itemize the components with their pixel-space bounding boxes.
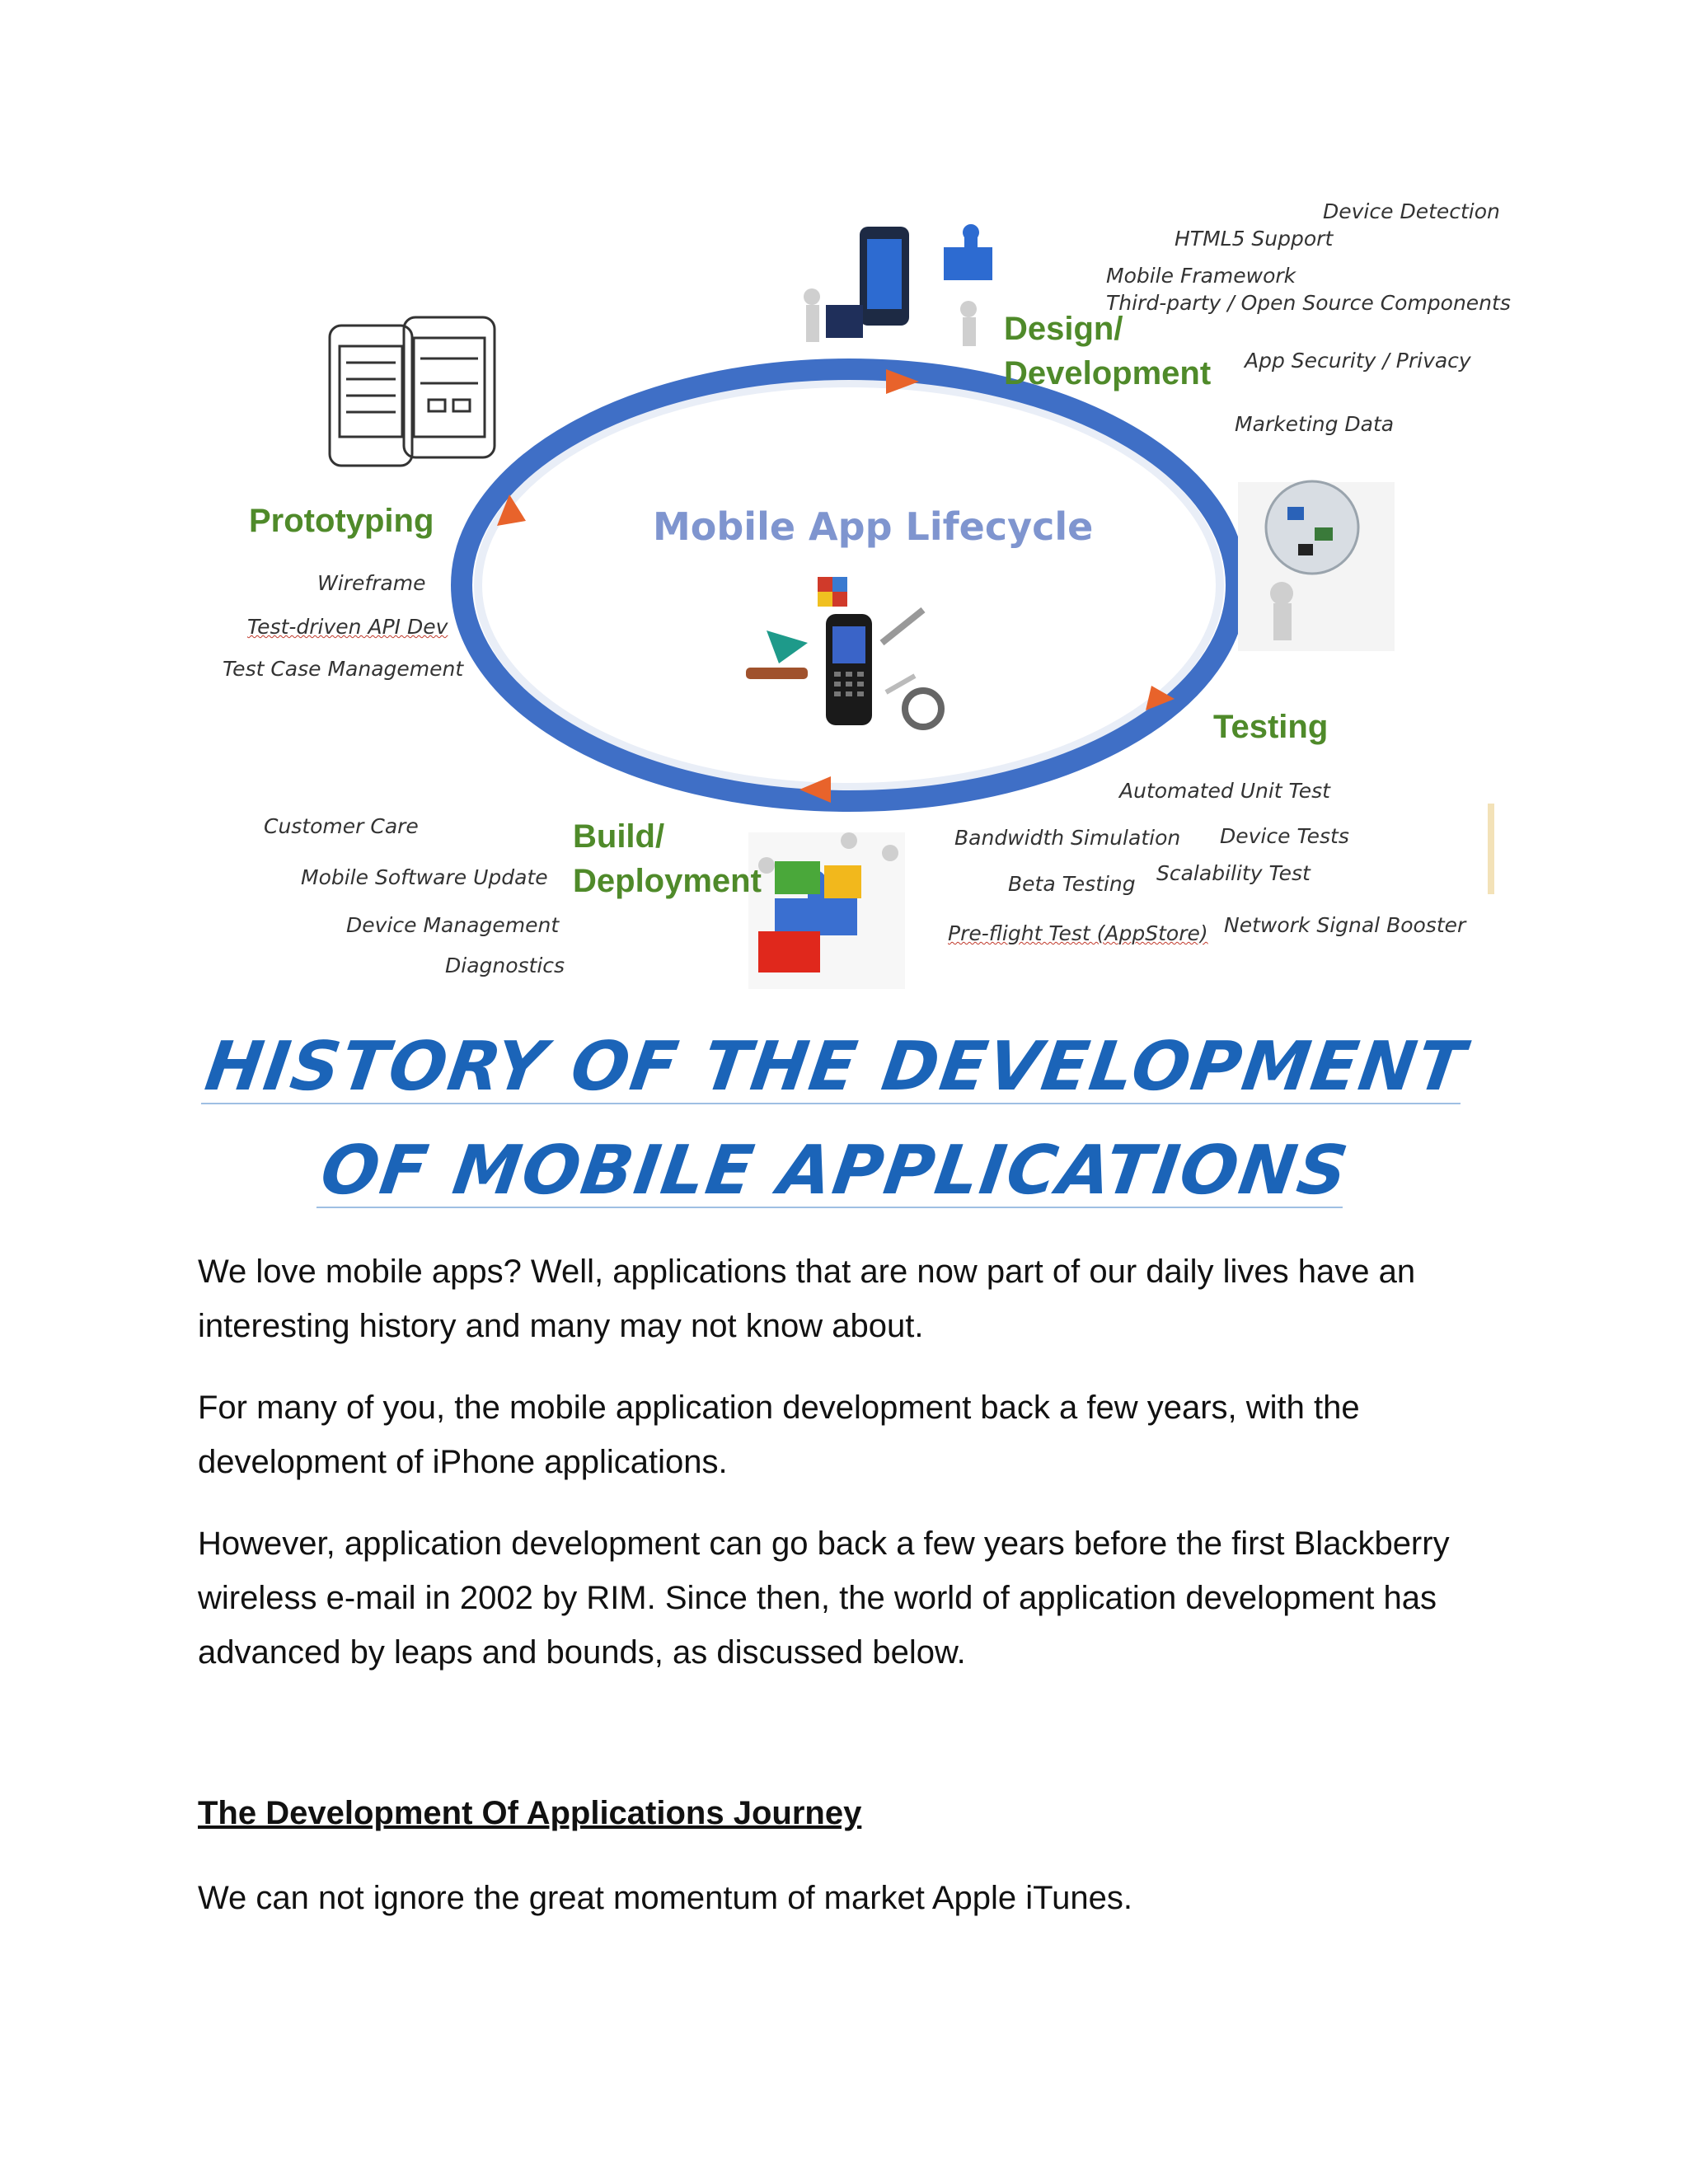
annotation-mobile-software-update: Mobile Software Update	[301, 865, 548, 889]
ring-inner-glow	[478, 383, 1220, 787]
annotation-device-detection: Device Detection	[1323, 199, 1500, 223]
phase-design-line2: Development	[1004, 355, 1212, 391]
annotation-html5-support: HTML5 Support	[1175, 227, 1334, 251]
phase-testing-label: Testing	[1213, 709, 1329, 745]
paragraph-3: However, application development can go back a few years before the first Blackberry wireless e-mail in 2002 by RIM. Since then, the world of application development has advanced by leaps and bounds, as discussed below.	[198, 1526, 1450, 1671]
wireframe-sketch-icon	[330, 317, 495, 466]
phase-build-line1: Build/	[573, 818, 665, 855]
annotation-app-security: App Security / Privacy	[1245, 349, 1471, 373]
phase-design-line1: Design/	[1004, 311, 1123, 347]
puzzle-team-icon	[748, 832, 905, 989]
annotation-device-tests: Device Tests	[1220, 824, 1349, 848]
article-title-line1: HISTORY OF THE DEVELOPMENT	[200, 1028, 1471, 1106]
mobile-app-lifecycle-diagram	[198, 181, 1511, 989]
annotation-bandwidth-simulation: Bandwidth Simulation	[954, 826, 1181, 850]
edge-mark	[1488, 804, 1494, 894]
annotation-pre-flight-test-text: Pre-flight Test (AppStore)	[948, 921, 1208, 945]
annotation-customer-care: Customer Care	[264, 814, 419, 838]
annotation-test-driven-api-text: Test-driven API Dev	[247, 615, 448, 639]
paragraph-2: For many of you, the mobile application development back a few years, with the development of iPhone applications.	[198, 1390, 1360, 1480]
puzzle-figures-icon	[804, 224, 992, 346]
annotation-device-management: Device Management	[346, 913, 560, 937]
paragraph-1: We love mobile apps? Well, applications that are now part of our daily lives have an interesting history and many may not know about.	[198, 1254, 1416, 1344]
phase-build-line2: Deployment	[573, 863, 762, 899]
phase-prototyping-label: Prototyping	[249, 503, 434, 539]
section-paragraph: We can not ignore the great momentum of market Apple iTunes.	[198, 1880, 1132, 1916]
phase-design-label	[1004, 307, 1211, 396]
article-title-line2: OF MOBILE APPLICATIONS	[316, 1132, 1354, 1210]
section-heading: The Development Of Applications Journey	[198, 1795, 862, 1831]
lifecycle-center-title: Mobile App Lifecycle	[653, 504, 1094, 549]
annotation-wireframe: Wireframe	[317, 571, 426, 595]
annotation-test-case-management: Test Case Management	[223, 657, 464, 681]
annotation-marketing-data: Marketing Data	[1235, 412, 1395, 436]
annotation-scalability-test: Scalability Test	[1156, 861, 1311, 885]
phase-build-label	[573, 814, 762, 903]
annotation-test-driven-api	[247, 615, 448, 639]
annotation-mobile-framework: Mobile Framework	[1106, 264, 1296, 288]
globe-figure-icon	[1238, 481, 1395, 651]
annotation-automated-unit-test: Automated Unit Test	[1119, 779, 1330, 803]
annotation-beta-testing: Beta Testing	[1008, 872, 1136, 896]
annotation-third-party: Third-party / Open Source Components	[1106, 291, 1511, 315]
annotation-pre-flight-test	[948, 921, 1208, 945]
annotation-network-signal-booster: Network Signal Booster	[1224, 913, 1466, 937]
annotation-diagnostics: Diagnostics	[445, 954, 565, 977]
